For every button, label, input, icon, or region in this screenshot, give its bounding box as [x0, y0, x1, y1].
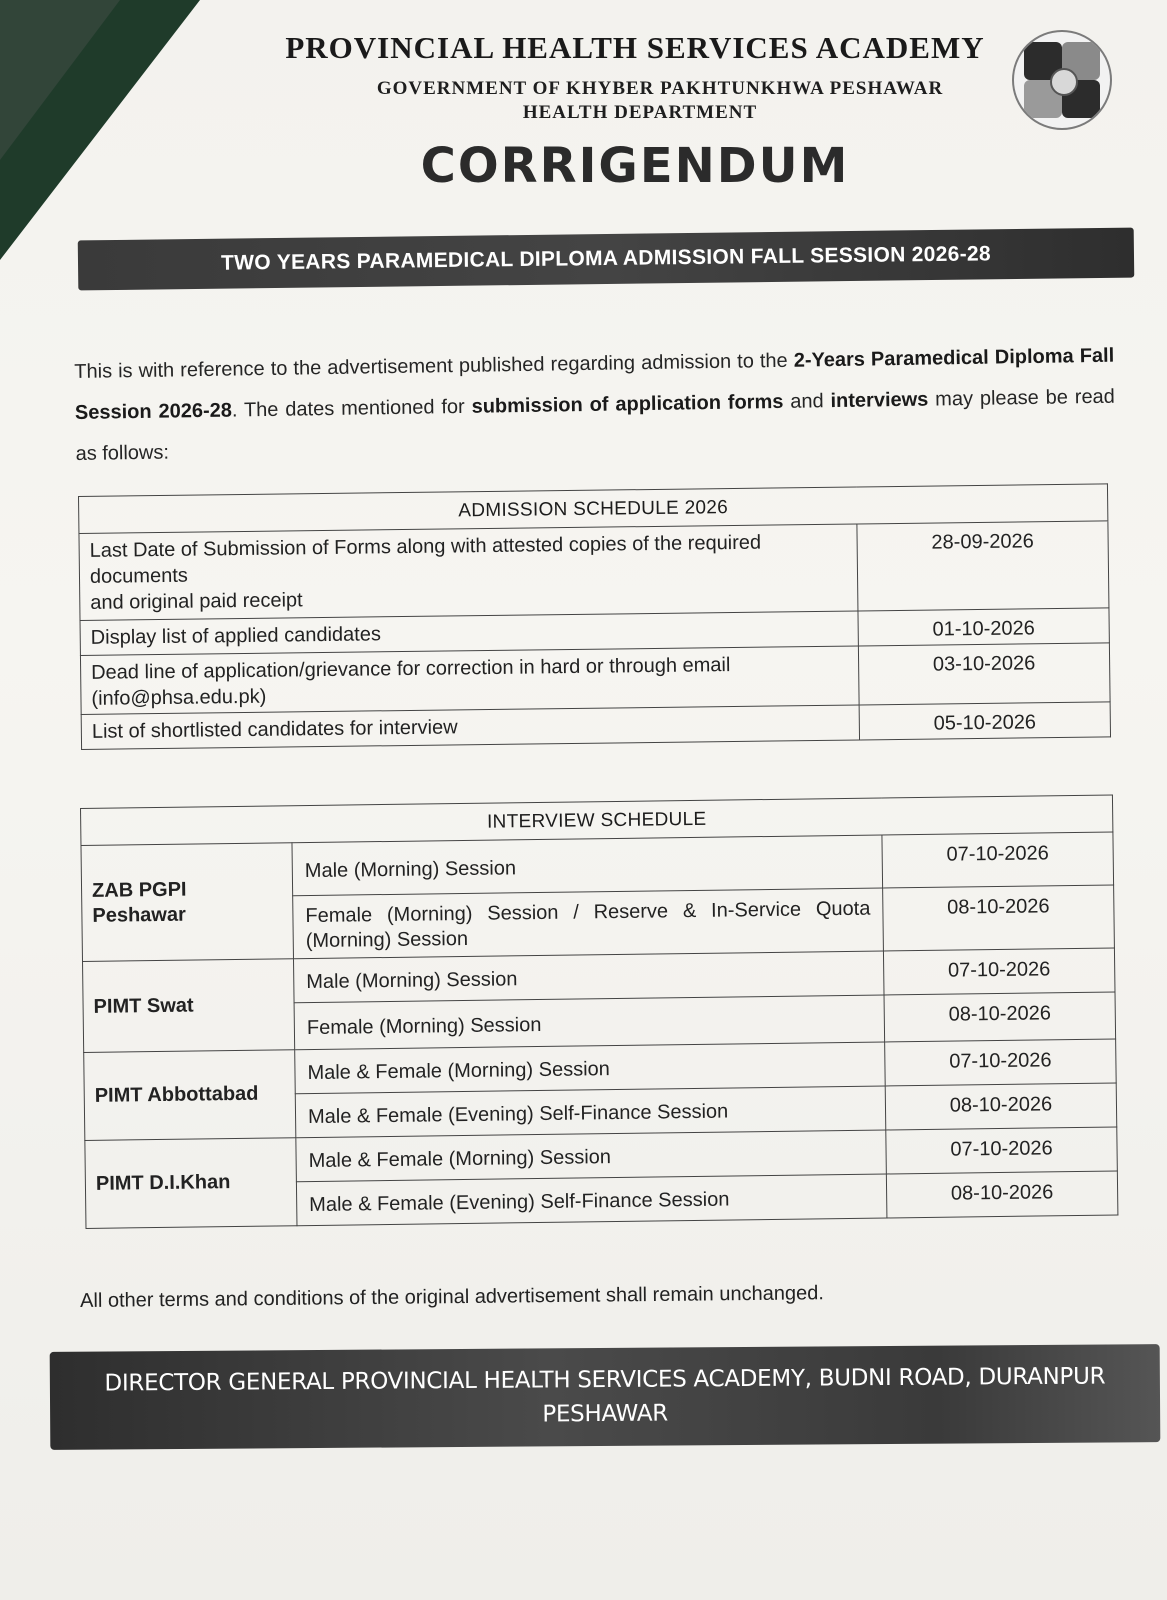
schedule-date: 03-10-2026	[858, 643, 1110, 705]
academy-name: PROVINCIAL HEALTH SERVICES ACADEMY	[285, 30, 985, 65]
session-banner	[78, 228, 1135, 291]
session-name: Male & Female (Evening) Self-Finance Session	[295, 1086, 886, 1138]
session-date: 07-10-2026	[885, 1039, 1117, 1086]
academy-logo	[1012, 30, 1112, 130]
intro-paragraph: This is with reference to the advertisement published regarding admission to the 2-Years Paramedical Diploma Fall Session 2026-28. The dates mentioned for submission of application forms and interviews may please be read as follows:	[74, 344, 1116, 465]
document-title: CORRIGENDUM	[420, 138, 850, 194]
center-name: PIMT Abbottabad	[84, 1050, 296, 1141]
session-name: Male & Female (Evening) Self-Finance Session	[296, 1174, 887, 1226]
letterhead	[180, 30, 1020, 194]
session-date: 08-10-2026	[886, 1171, 1118, 1218]
interview-schedule-table	[80, 794, 1118, 1228]
session-name: Female (Morning) Session	[294, 995, 885, 1050]
table-row	[79, 521, 1109, 621]
center-name: PIMT Swat	[83, 959, 295, 1053]
government-name: GOVERNMENT OF KHYBER PAKHTUNKHWA PESHAWAR	[376, 78, 944, 99]
schedule-date: 05-10-2026	[859, 702, 1110, 740]
session-name: Male & Female (Morning) Session	[295, 1042, 886, 1094]
closing-note: All other terms and conditions of the original advertisement shall remain unchanged.	[80, 1282, 824, 1312]
schedule-item: List of shortlisted candidates for interview	[81, 705, 859, 750]
session-date: 08-10-2026	[883, 885, 1115, 951]
department-name: HEALTH DEPARTMENT	[522, 102, 758, 123]
schedule-item: Display list of applied candidates	[80, 611, 858, 656]
schedule-item: Last Date of Submission of Forms along with attested copies of the required documents and original paid receipt	[79, 524, 858, 620]
interview-schedule-title: INTERVIEW SCHEDULE	[81, 795, 1113, 846]
session-date: 07-10-2026	[883, 948, 1115, 995]
footer-banner	[50, 1344, 1161, 1450]
session-name: Female (Morning) Session / Reserve & In-Service Quota (Morning) Session	[293, 888, 884, 959]
center-name: PIMT D.I.Khan	[85, 1138, 297, 1229]
admission-schedule-table	[78, 483, 1111, 750]
session-name: Male (Morning) Session	[293, 951, 884, 1003]
admission-schedule-title: ADMISSION SCHEDULE 2026	[79, 484, 1108, 534]
center-name: ZAB PGPI Peshawar	[81, 843, 294, 962]
schedule-item: Dead line of application/grievance for correction in hard or through email (info@phsa.edu.pk)	[80, 646, 859, 715]
session-date: 08-10-2026	[884, 992, 1116, 1042]
schedule-date: 01-10-2026	[858, 608, 1109, 646]
session-name: Male (Morning) Session	[292, 835, 883, 896]
session-date: 07-10-2026	[882, 832, 1114, 888]
banner-text: TWO YEARS PARAMEDICAL DIPLOMA ADMISSION FALL SESSION 2026-28	[220, 242, 992, 275]
session-name: Male & Female (Morning) Session	[296, 1130, 887, 1182]
corner-shadow	[0, 0, 120, 160]
schedule-date: 28-09-2026	[857, 521, 1109, 611]
footer-address: DIRECTOR GENERAL PROVINCIAL HEALTH SERVICES ACADEMY, BUDNI ROAD, DURANPUR PESHAWAR	[104, 1363, 1106, 1428]
session-date: 07-10-2026	[886, 1127, 1118, 1174]
session-date: 08-10-2026	[885, 1083, 1117, 1130]
